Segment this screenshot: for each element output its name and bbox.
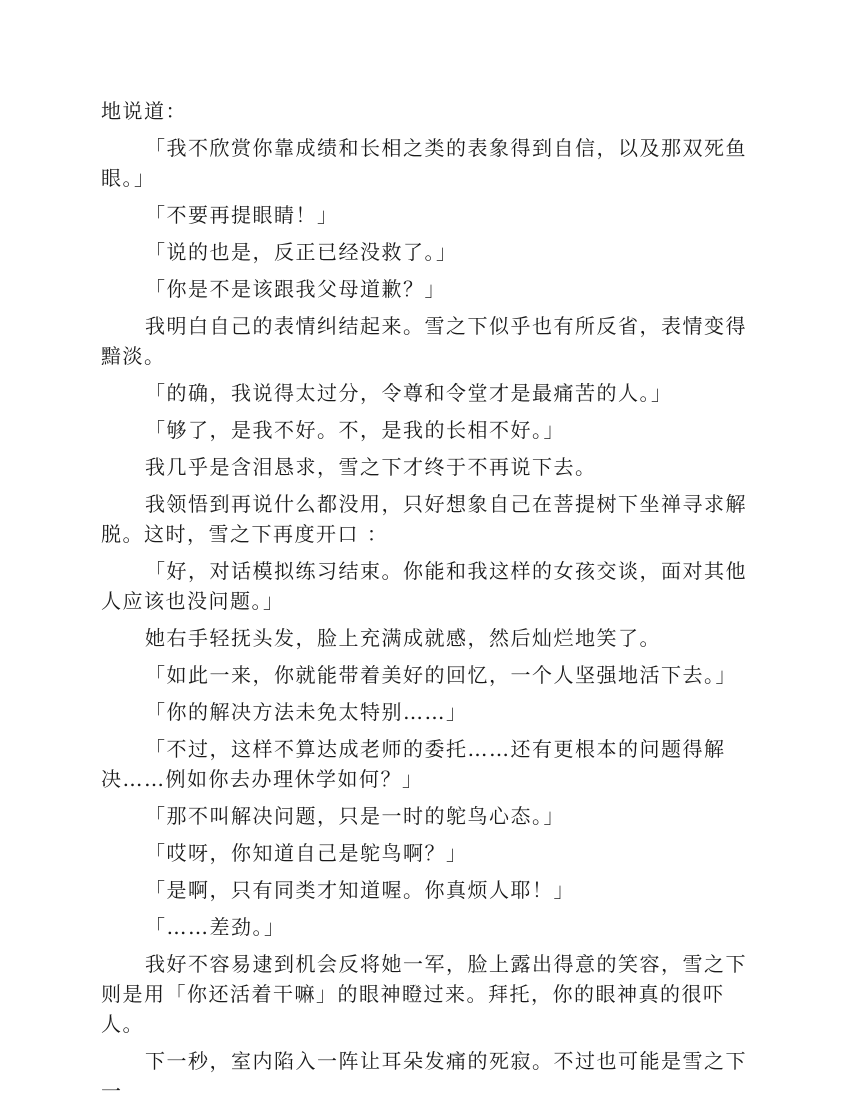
paragraph: 「你是不是该跟我父母道歉？」 bbox=[145, 277, 446, 301]
paragraph: 「是啊，只有同类才知道喔。你真烦人耶！」 bbox=[145, 878, 575, 902]
paragraph: 「……差劲。」 bbox=[145, 915, 286, 939]
paragraph: 我好不容易逮到机会反将她一军，脸上露出得意的笑容，雪之下则是用「你还活着干嘛」的眼神瞪过来。拜托，你的眼神真的很吓人。 bbox=[101, 952, 747, 1036]
body-text bbox=[101, 96, 751, 1113]
paragraph: 「的确，我说得太过分，令尊和令堂才是最痛苦的人。」 bbox=[145, 381, 673, 405]
paragraph: 地说道： bbox=[101, 99, 187, 123]
paragraph: 「不要再提眼睛！」 bbox=[145, 203, 339, 227]
paragraph: 「说的也是，反正已经没救了。」 bbox=[145, 240, 458, 264]
paragraph: 「好，对话模拟练习结束。你能和我这样的女孩交谈，面对其他人应该也没问题。」 bbox=[101, 559, 747, 613]
paragraph: 「我不欣赏你靠成绩和长相之类的表象得到自信，以及那双死鱼眼。」 bbox=[101, 136, 747, 190]
paragraph: 我明白自己的表情纠结起来。雪之下似乎也有所反省，表情变得黯淡。 bbox=[101, 314, 747, 368]
paragraph: 「你的解决方法未免太特别……」 bbox=[145, 700, 468, 724]
paragraph: 「那不叫解决问题，只是一时的鸵鸟心态。」 bbox=[145, 804, 565, 828]
paragraph: 「够了，是我不好。不，是我的长相不好。」 bbox=[145, 418, 565, 442]
paragraph: 我领悟到再说什么都没用，只好想象自己在菩提树下坐禅寻求解脱。这时，雪之下再度开口 ： bbox=[101, 492, 747, 546]
paragraph: 我几乎是含泪恳求，雪之下才终于不再说下去。 bbox=[145, 455, 597, 479]
paragraph: 下一秒，室内陷入一阵让耳朵发痛的死寂。不过也可能是雪之下一 bbox=[101, 1049, 747, 1103]
paragraph: 「如此一来，你就能带着美好的回忆，一个人坚强地活下去。」 bbox=[145, 663, 737, 687]
paragraph: 「不过，这样不算达成老师的委托……还有更根本的问题得解决……例如你去办理休学如何？」 bbox=[101, 737, 726, 791]
paragraph: 「哎呀，你知道自己是鸵鸟啊？」 bbox=[145, 841, 468, 865]
paragraph: 她右手轻抚头发，脸上充满成就感，然后灿烂地笑了。 bbox=[145, 626, 661, 650]
